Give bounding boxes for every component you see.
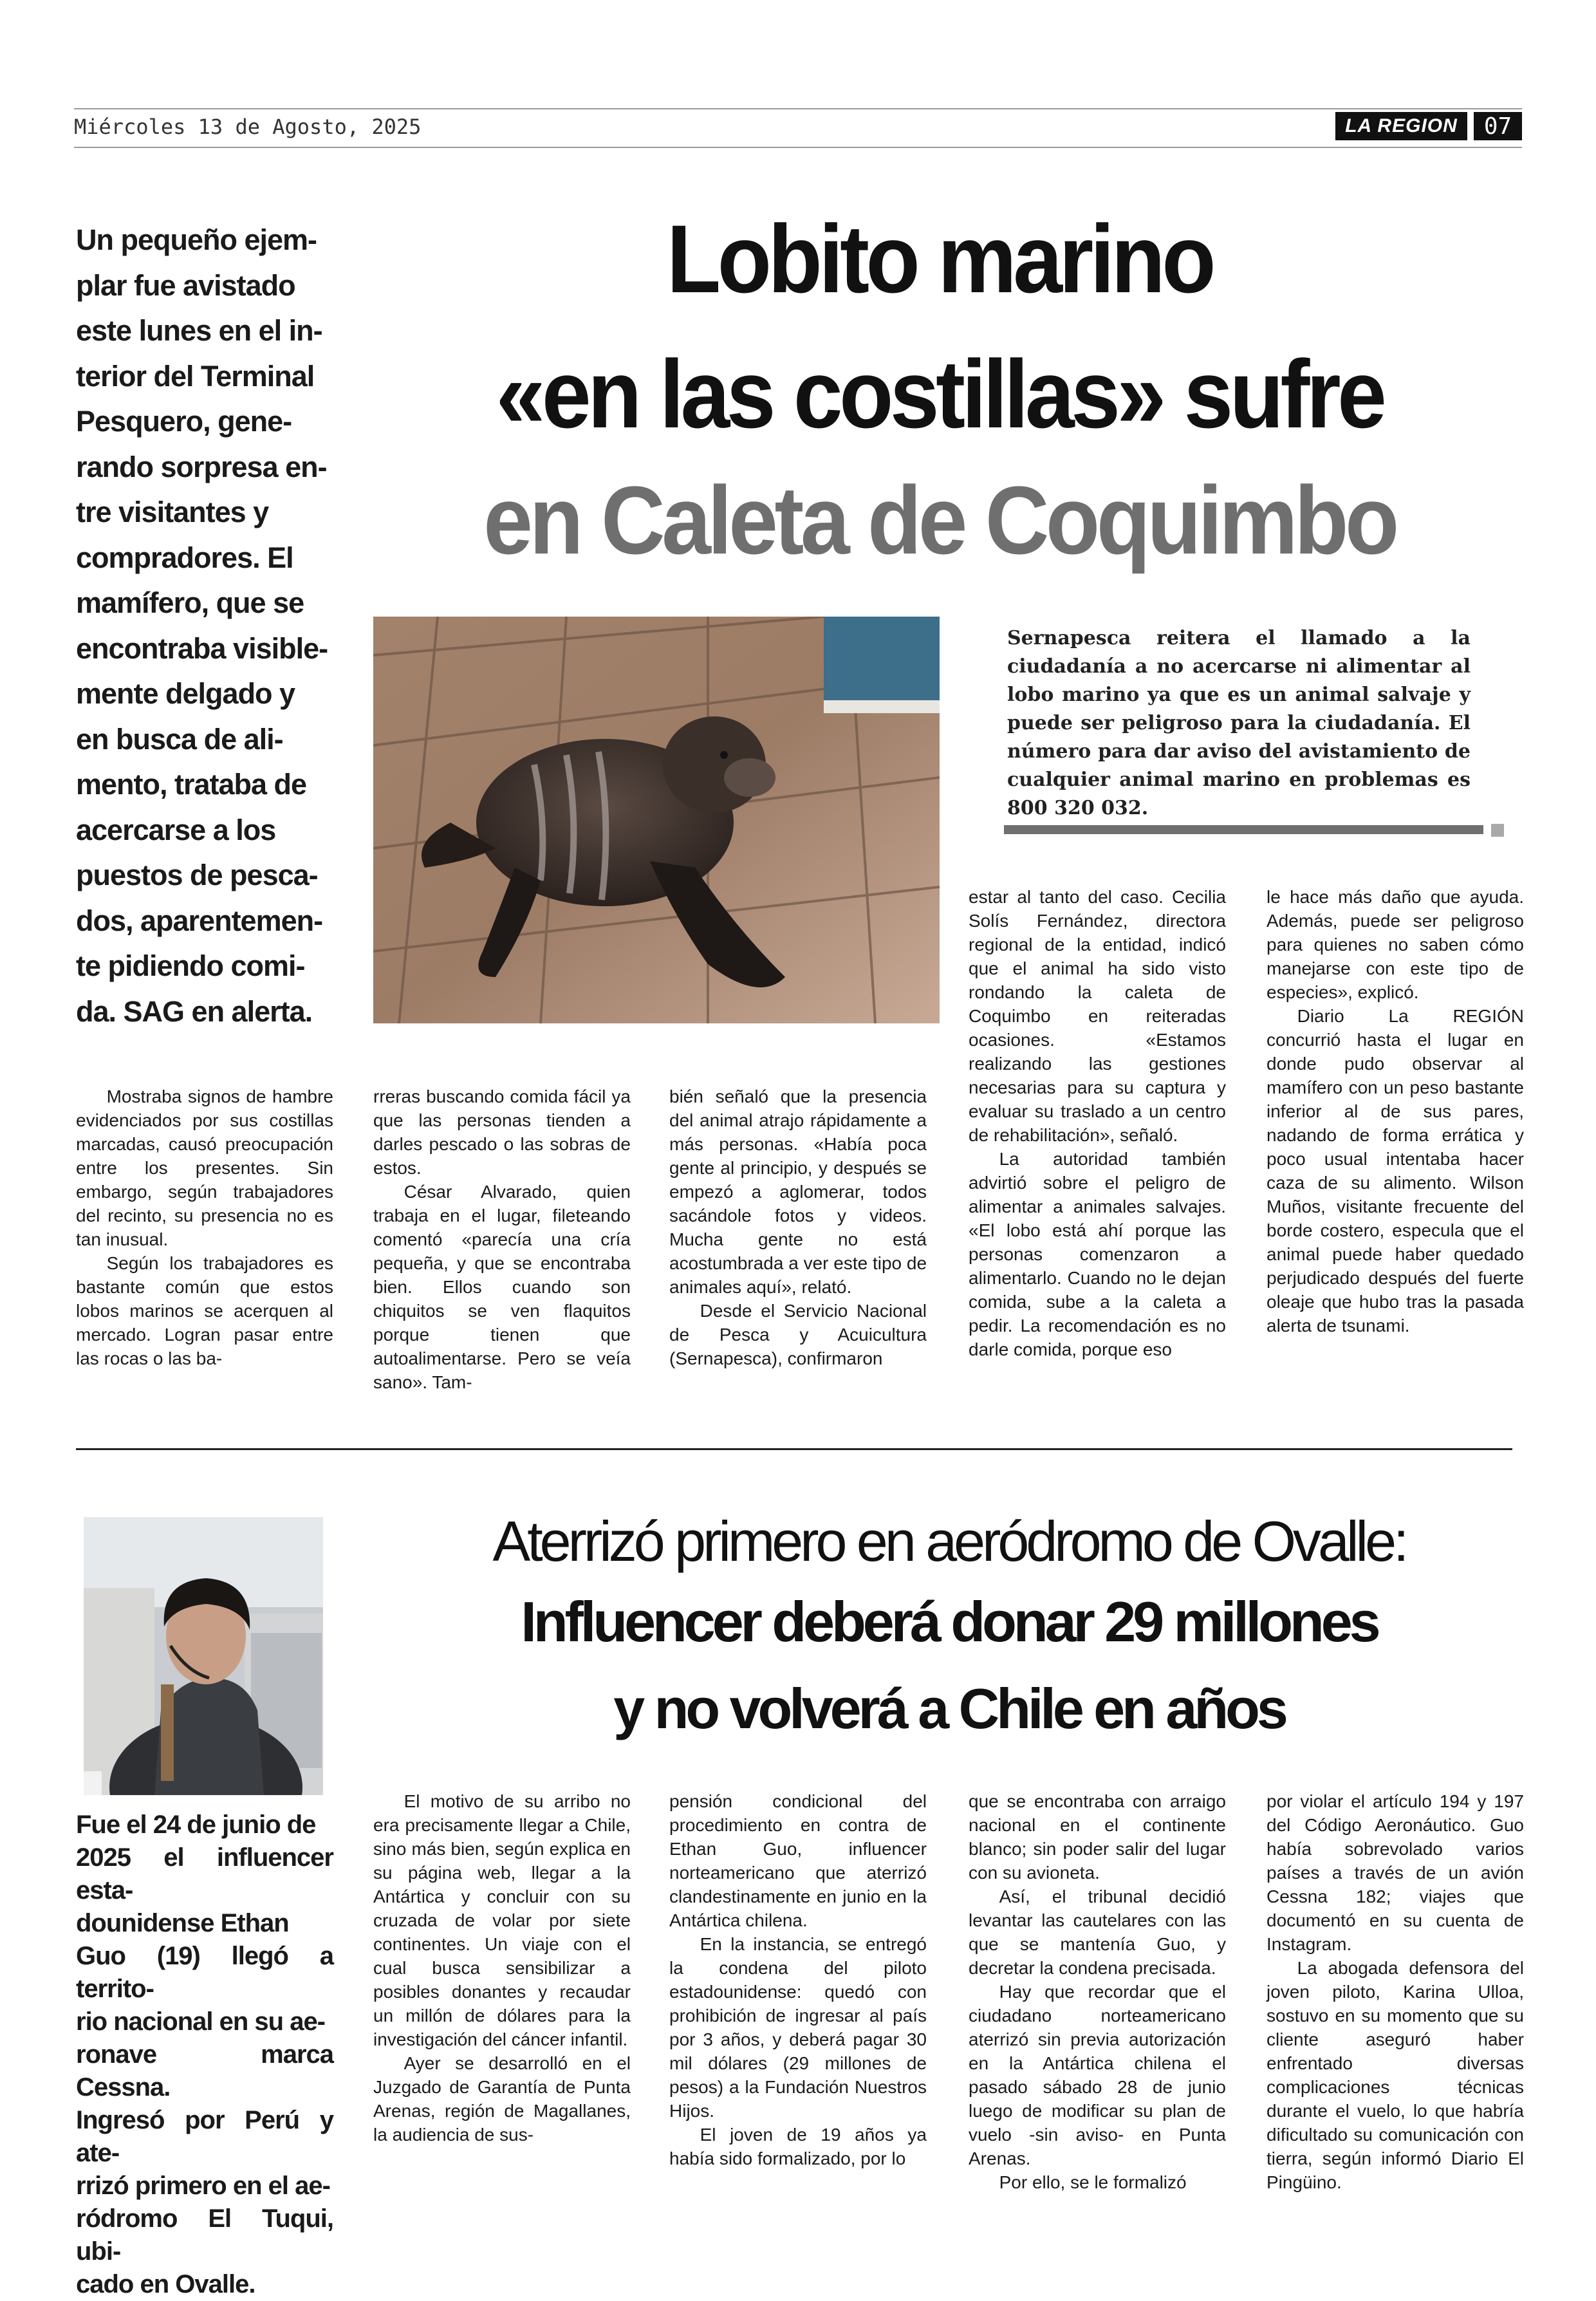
paragraph: estar al tanto del caso. Cecilia Solís Fernández, directora regional de la entidad, indicó que el animal ha sido visto rondando la caleta de Coquimbo en reiteradas ocasiones. «Estamos realizando las gestiones necesarias para su captura y evaluar su traslado a un centro de rehabilitación», señaló. [969,887,1226,1145]
deck-bar [1004,825,1483,834]
article1-headline-line3: en Caleta de Coquimbo [483,466,1396,574]
lead-line: en busca de ali- [76,722,283,756]
lead-line: rrizó primero en el ae- [76,2172,330,2200]
lead-line: mento, trataba de [76,768,307,801]
article2-column-5 [1267,1789,1524,2194]
article2-column-2 [373,1789,631,2147]
sea-lion-photo [373,617,940,1023]
paragraph: pensión condicional del procedimiento en contra de Ethan Guo, influencer norteamericano que aterrizó clandestinamente en junio en la Antártica chilena. [669,1791,927,1930]
article1-column-1 [76,1085,333,1370]
paragraph: que se encontraba con arraigo nacional en el continente blanco; sin poder salir del lugar con su avioneta. [969,1791,1226,1883]
lead-line: tre visitantes y [76,496,269,528]
lead-line: 2025 el influencer esta- [76,1843,333,1905]
issue-date: Miércoles 13 de Agosto, 2025 [74,115,422,139]
article2-lead [76,1809,333,2301]
article2-headline-line2: Influencer deberá donar 29 millones [521,1590,1378,1654]
influencer-photo [84,1517,323,1795]
lead-line: dounidense Ethan [76,1909,289,1937]
deck-bar-square [1491,824,1504,837]
article1-headline-line2: «en las costillas» sufre [496,340,1384,448]
paragraph: Por ello, se le formalizó [999,2172,1187,2192]
lead-line: puestos de pesca- [76,859,318,891]
lead-line: te pidiendo comi- [76,949,305,982]
paragraph: por violar el artículo 194 y 197 del Código Aeronáutico. Guo había sobrevolado varios países a través de un avión Cessna 182; viajes que documentó en su cuenta de Instagram. [1267,1791,1524,1954]
paragraph: bién señaló que la presencia del animal atrajo rápidamente a más personas. «Había poca gente al principio, y después se empezó a aglomerar, todos sacándole fotos y videos. Mucha gente no está acostumbrada a ver este tipo de animales aquí», relató. [669,1086,927,1297]
lead-line: plar fue avistado [76,268,295,302]
article1-column-3 [669,1085,927,1370]
article2-headline-line1: Aterrizó primero en aeródromo de Ovalle: [492,1509,1406,1573]
lead-line: este lunes en el in- [76,314,322,347]
lead-line: terior del Terminal [76,359,315,393]
lead-line: acercarse a los [76,813,276,846]
lead-line: rando sorpresa en- [76,450,327,483]
article1-headline-line1: Lobito marino [666,205,1213,313]
lead-line: da. SAG en alerta. [76,994,313,1028]
lead-line: ronave marca Cessna. [76,2040,333,2101]
paragraph: Desde el Servicio Nacional de Pesca y Acuicultura (Sernapesca), confirmaron [669,1301,927,1368]
paragraph: Así, el tribunal decidió levantar las cautelares con las que se mantenía Guo, y decretar la condena precisada. [969,1886,1226,1978]
header-bottom-rule [74,147,1522,148]
article2-headline-line3: y no volverá a Chile en años [613,1677,1285,1740]
lead-line: cado en Ovalle. [76,2270,255,2298]
paragraph: Ayer se desarrolló en el Juzgado de Garantía de Punta Arenas, región de Magallanes, la audiencia de sus- [373,2053,631,2145]
paragraph: El joven de 19 años ya había sido formalizado, por lo [669,2125,927,2168]
lead-line: ródromo El Tuqui, ubi- [76,2204,333,2266]
paragraph: Hay que recordar que el ciudadano norteamericano aterrizó sin previa autorización en la Antártica chilena el pasado sábado 28 de junio luego de modificar su plan de vuelo -sin aviso- en Punta Arenas. [969,1982,1226,2168]
lead-line: rio nacional en su ae- [76,2008,326,2036]
article1-column-2 [373,1085,631,1394]
lead-line: dos, aparentemen- [76,904,323,937]
article1-deck: Sernapesca reitera el llamado a la ciudadanía a no acercarse ni alimentar al lobo marino ya que es un animal salvaje y puede ser peligroso para la ciudadanía. El número para dar aviso del avistamiento de cualquier animal marino en problemas es 800 320 032. [1007,627,1471,819]
article2-column-3 [669,1789,927,2170]
lead-line: Un pequeño ejem- [76,223,317,256]
article1-column-5 [1267,885,1524,1337]
page-number: 07 [1474,112,1522,140]
lead-line: mamífero, que se [76,586,304,619]
paragraph: le hace más daño que ayuda. Además, puede ser peligroso para quienes no saben cómo manejarse con este tipo de especies», explicó. [1267,887,1524,1002]
section-divider [76,1448,1512,1450]
lead-line: compradores. El [76,541,293,574]
lead-line: Ingresó por Perú y ate- [76,2106,333,2167]
article2-column-4 [969,1789,1226,2194]
paragraph: El motivo de su arribo no era precisamente llegar a Chile, sino más bien, según explica en su página web, llegar a la Antártica y concluir con su cruzada de volar por siete continentes. Un viaje con el cual busca sensibilizar a posibles donantes y recaudar un millón de dólares para la investigación del cáncer infantil. [373,1791,631,2049]
paragraph: La abogada defensora del joven piloto, Karina Ulloa, sostuvo en su momento que su cliente aseguró haber enfrentado diversas complicaciones técnicas durante el vuelo, lo que habría dificultado su comunicación con tierra, según informó Diario El Pingüino. [1267,1958,1524,2192]
lead-line: encontraba visible- [76,631,328,665]
lead-line: mente delgado y [76,677,295,710]
article1-column-4 [969,885,1226,1361]
paragraph: Mostraba signos de hambre evidenciados por sus costillas marcadas, causó preocupación entre los presentes. Sin embargo, según trabajadores del recinto, su presencia no es tan inusual. [76,1086,333,1249]
paragraph: La autoridad también advirtió sobre el peligro de alimentar a animales salvajes. «El lobo está ahí porque las personas comenzaron a alimentarlo. Cuando no le dejan comida, sube a la caleta a pedir. La recomendación es no darle comida, porque eso [969,1149,1226,1359]
newspaper-logo: LA REGION [1335,112,1467,140]
header-top-rule [74,108,1522,109]
paragraph: César Alvarado, quien trabaja en el lugar, fileteando comentó «parecía una cría pequeña, y que se encontraba bien. Ellos cuando son chiquitos se ven flaquitos porque tienen que autoalimentarse. Pero se veía sano». Tam- [373,1182,631,1392]
paragraph: Diario La REGIÓN concurrió hasta el lugar en donde pudo observar al mamífero con un peso bastante inferior al de sus pares, nadando de forma errática y poco usual intentaba hacer caza de su alimento. Wilson Muños, visitante frecuente del borde costero, especula que el animal puede haber quedado perjudicado después del fuerte oleaje que hubo tras la pasada alerta de tsunami. [1267,1006,1524,1336]
paragraph: En la instancia, se entregó la condena del piloto estadounidense: quedó con prohibición de ingresar al país por 3 años, y deberá pagar 30 mil dólares (29 millones de pesos) a la Fundación Nuestros Hijos. [669,1934,927,2121]
paragraph: rreras buscando comida fácil ya que las personas tienden a darles pescado o las sobras de estos. [373,1086,631,1178]
lead-line: Guo (19) llegó a territo- [76,1942,333,2003]
paragraph: Según los trabajadores es bastante común que estos lobos marinos se acerquen al mercado. Logran pasar entre las rocas o las ba- [76,1253,333,1368]
lead-line: Fue el 24 de junio de [76,1811,316,1839]
article1-lead [76,218,333,1034]
lead-line: Pesquero, gene- [76,405,292,438]
